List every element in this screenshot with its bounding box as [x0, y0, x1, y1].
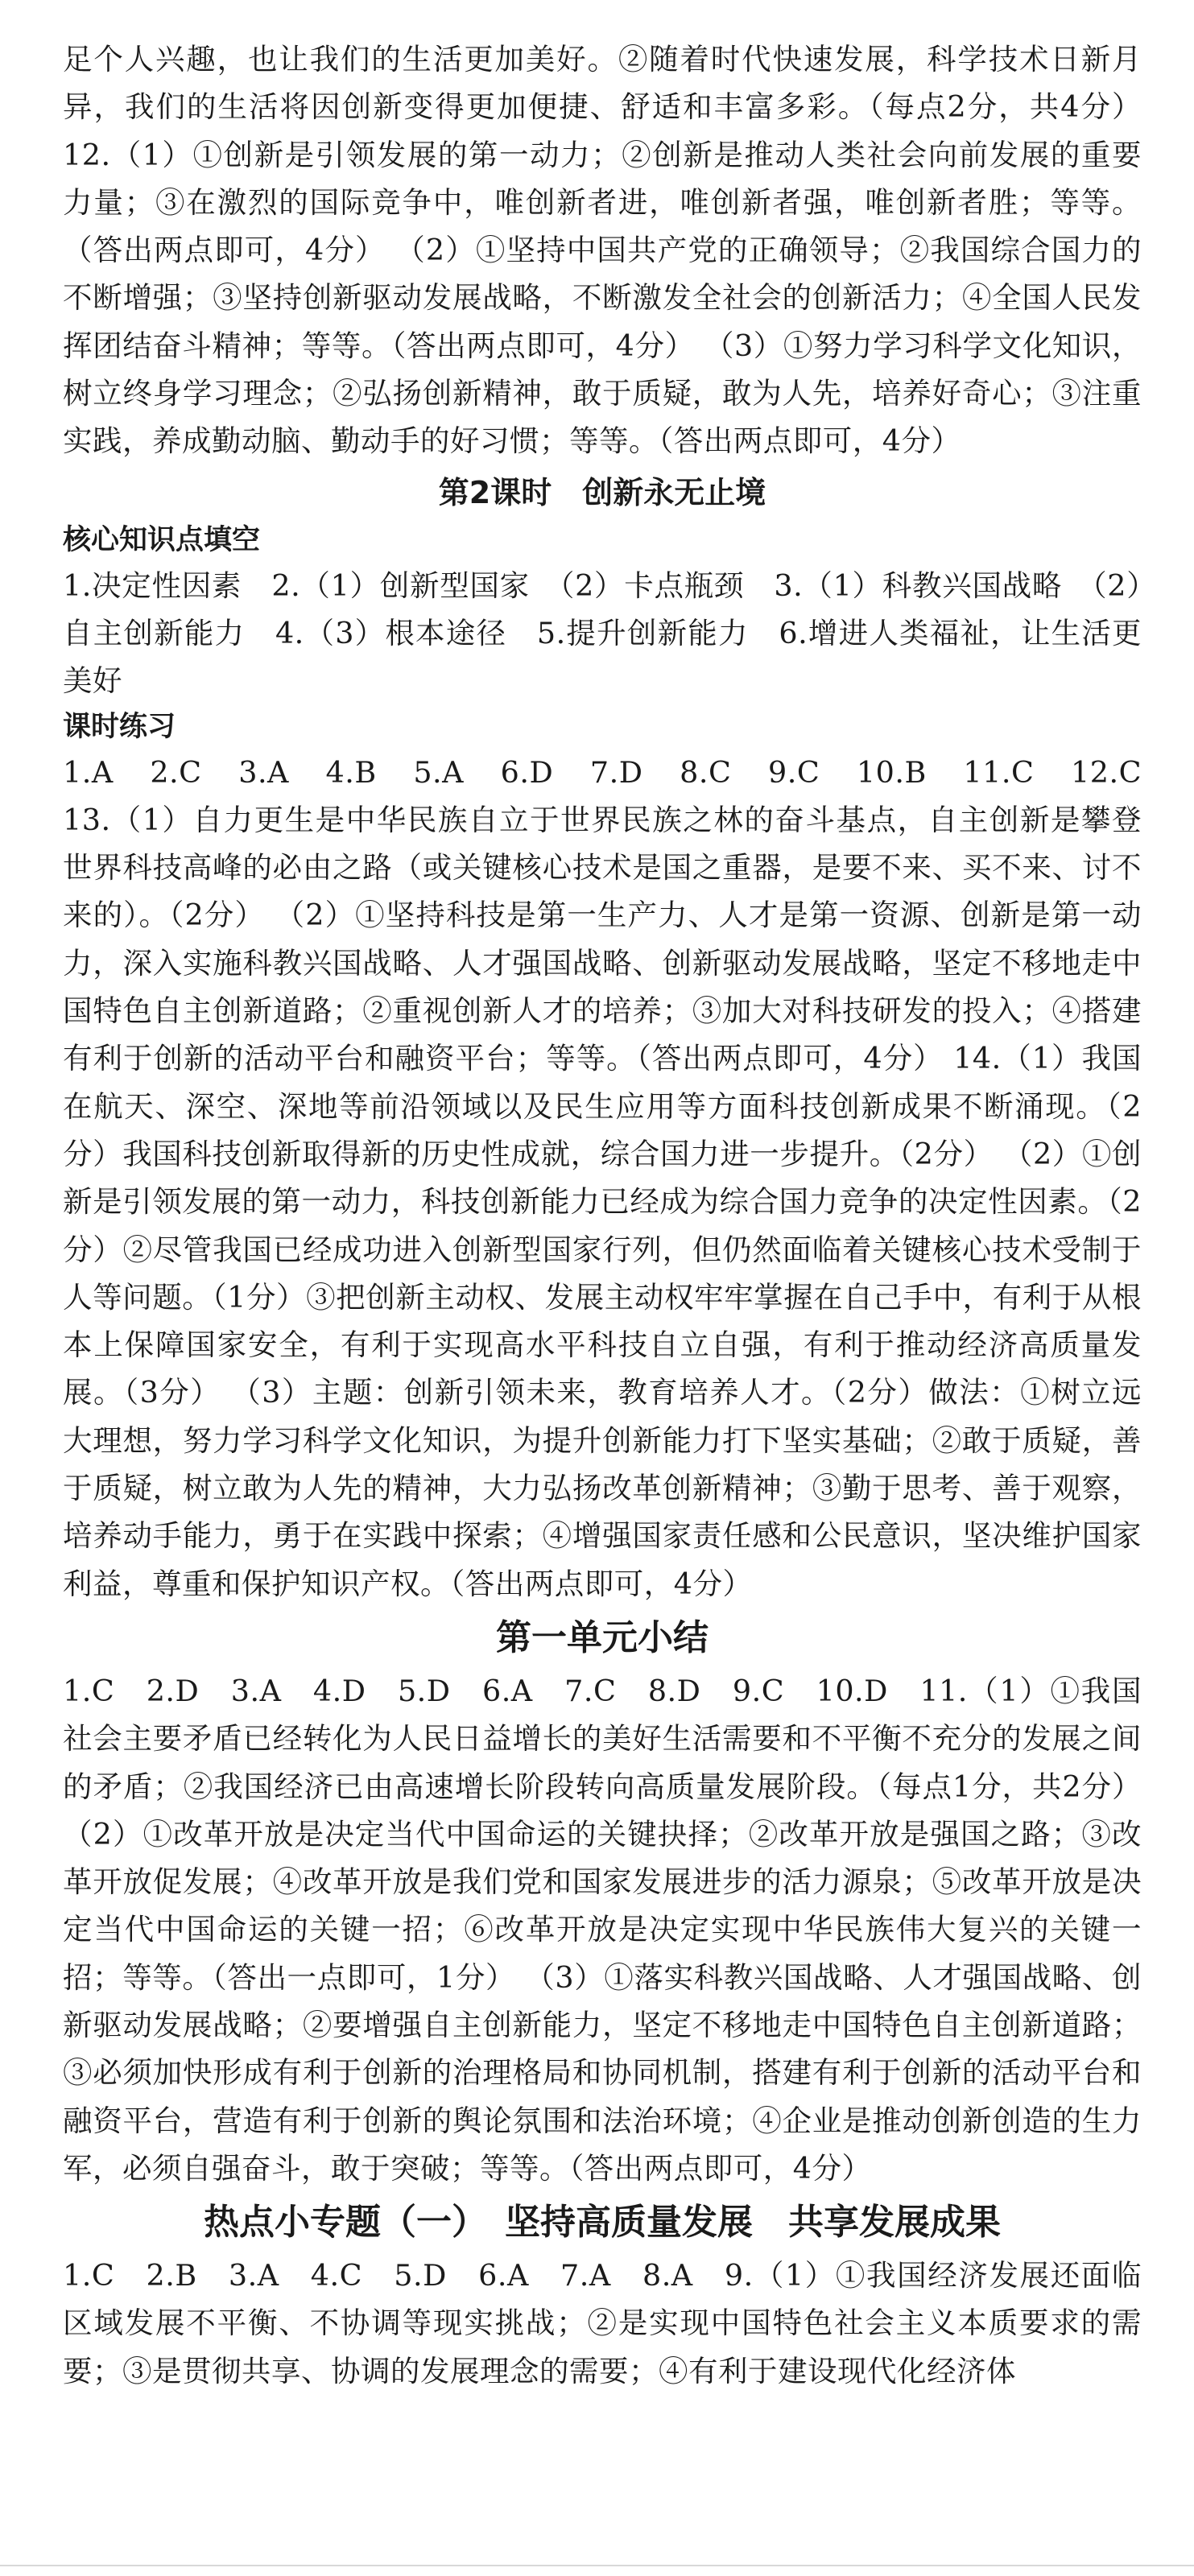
section-title-unit-summary: 第一单元小结: [496, 1616, 709, 1658]
answer-paragraph-core-knowledge: 1.决定性因素 2.（1）创新型国家 （2）卡点瓶颈 3.（1）科教兴国战略 （2）自主创新能力 4.（3）根本途径 5.提升创新能力 6.增进人类福祉，让生活更美好: [63, 568, 1142, 699]
section-title-hot-topic: 热点小专题（一） 坚持高质量发展 共享发展成果: [204, 2202, 1001, 2244]
answer-paragraph-lesson-practice: 1.A 2.C 3.A 4.B 5.A 6.D 7.D 8.C 9.C 10.B 11.C 12.C 13.（1）自力更生是中华民族自立于世界民族之林的奋斗基点，自主创新是攀登世界科技高峰的必由之路（或关键核心技术是国之重器，是要不来、买不来、讨不来的）。（2分） （2）①坚持科技是第一生产力、人才是第一资源、创新是第一动力，深入实施科教兴国战略、人才强国战略、创新驱动发展战略，坚定不移地走中国特色自主创新道路；②重视创新人才的培养；③加大对科技研发的投入；④搭建有利于创新的活动平台和融资平台；等等。（答出两点即可，4分） 14.（1）我国在航天、深空、深地等前沿领域以及民生应用等方面科技创新成果不断涌现。（2分）我国科技创新取得新的历史性成就，综合国力进一步提升。（2分） （2）①创新是引领发展的第一动力，科技创新能力已经成为综合国力竞争的决定性因素。（2分）②尽管我国已经成功进入创新型国家行列，但仍然面临着关键核心技术受制于人等问题。（1分）③把创新主动权、发展主动权牢牢掌握在自己手中，有利于从根本上保障国家安全，有利于实现高水平科技自立自强，有利于推动经济高质量发展。（3分） （3）主题：创新引领未来，教育培养人才。（2分）做法：①树立远大理想，努力学习科学文化知识，为提升创新能力打下坚实基础；②敢于质疑，善于质疑，树立敢为人先的精神，大力弘扬改革创新精神；③勤于思考、善于观察，培养动手能力，勇于在实践中探索；④增强国家责任感和公民意识，坚决维护国家利益，尊重和保护知识产权。（答出两点即可，4分）: [63, 754, 1171, 1601]
answer-page: [63, 35, 1171, 2395]
answer-paragraph-unit-summary: 1.C 2.D 3.A 4.D 5.D 6.A 7.C 8.D 9.C 10.D 11.（1）①我国社会主要矛盾已经转化为人民日益增长的美好生活需要和不平衡不充分的发展之间的矛盾；②我国经济已由高速增长阶段转向高质量发展阶段。（每点1分，共2分） （2）①改革开放是决定当代中国命运的关键抉择；②改革开放是强国之路；③改革开放促发展；④改革开放是我们党和国家发展进步的活力源泉；⑤改革开放是决定当代中国命运的关键一招；⑥改革开放是决定实现中华民族伟大复兴的关键一招；等等。（答出一点即可，1分） （3）①落实科教兴国战略、人才强国战略、创新驱动发展战略；②要增强自主创新能力，坚定不移地走中国特色自主创新道路；③必须加快形成有利于创新的治理格局和协同机制，搭建有利于创新的活动平台和融资平台，营造有利于创新的舆论氛围和法治环境；④企业是推动创新创造的生力军，必须自强奋斗，敢于突破；等等。（答出两点即可，4分）: [63, 1673, 1142, 2186]
section-title-lesson2: 第2课时 创新永无止境: [438, 474, 766, 510]
subheading-core-knowledge: 核心知识点填空: [63, 523, 261, 556]
answer-paragraph-unit1-lesson-end: 足个人兴趣，也让我们的生活更加美好。②随着时代快速发展，科学技术日新月异，我们的生活将因创新变得更加便捷、舒适和丰富多彩。（每点2分，共4分） 12.（1）①创新是引领发展的第一动力；②创新是推动人类社会向前发展的重要力量；③在激烈的国际竞争中，唯创新者进，唯创新者强，唯创新者胜；等等。（答出两点即可，4分） （2）①坚持中国共产党的正确领导；②我国综合国力的不断增强；③坚持创新驱动发展战略，不断激发全社会的创新活力；④全国人民发挥团结奋斗精神；等等。（答出两点即可，4分） （3）①努力学习科学文化知识，树立终身学习理念；②弘扬创新精神，敢于质疑，敢为人先，培养好奇心；③注重实践，养成勤动脑、勤动手的好习惯；等等。（答出两点即可，4分）: [63, 42, 1142, 459]
answer-paragraph-hot-topic: 1.C 2.B 3.A 4.C 5.D 6.A 7.A 8.A 9.（1）①我国经济发展还面临区域发展不平衡、不协调等现实挑战；②是实现中国特色社会主义本质要求的需要；③是贯彻共享、协调的发展理念的需要；④有利于建设现代化经济体: [63, 2258, 1142, 2388]
subheading-lesson-practice: 课时练习: [63, 710, 176, 743]
page-bottom-rule: [0, 2565, 1194, 2566]
